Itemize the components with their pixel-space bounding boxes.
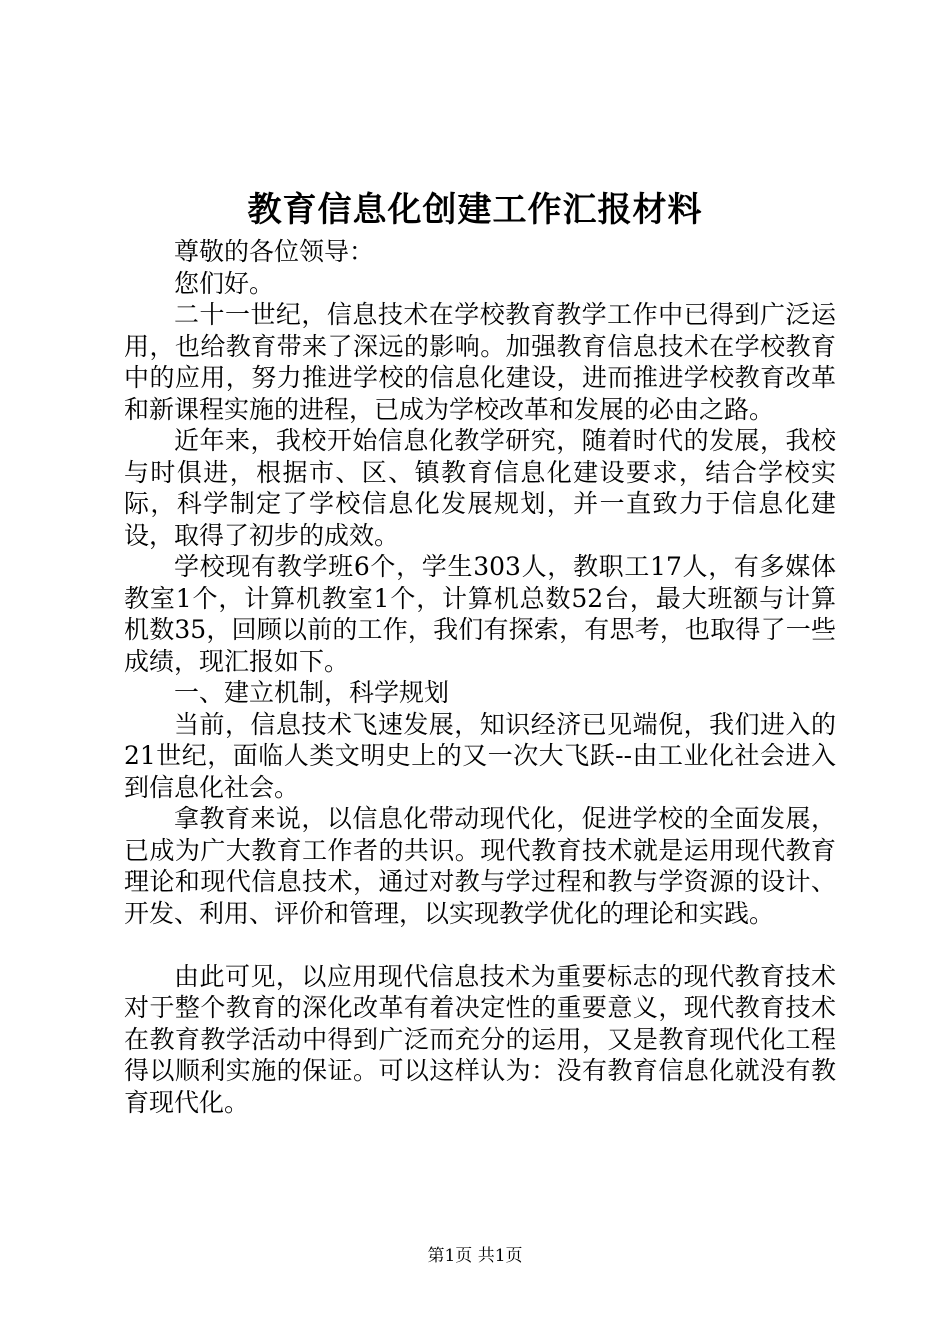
paragraph-conclusion: 由此可见，以应用现代信息技术为重要标志的现代教育技术对于整个教育的深化改革有着决定性的重要意义，现代教育技术在教育教学活动中得到广泛而充分的运用，又是教育现代化工程得以顺利实施的保证。可以这样认为：没有教育信息化就没有教育现代化。 <box>124 961 836 1117</box>
paragraph-current: 当前，信息技术飞速发展，知识经济已见端倪，我们进入的21世纪，面临人类文明史上的又一次大飞跃--由工业化社会进入到信息化社会。 <box>124 709 836 802</box>
document-body <box>124 236 836 1118</box>
document-title: 教育信息化创建工作汇报材料 <box>247 190 703 230</box>
section-heading: 一、建立机制，科学规划 <box>174 678 450 707</box>
paragraph-school-stats: 学校现有教学班6个，学生303人，教职工17人，有多媒体教室1个，计算机教室1个，计算机总数52台，最大班额与计算机数35，回顾以前的工作，我们有探索，有思考，也取得了一些成绩，现汇报如下。 <box>124 552 836 676</box>
greeting: 您们好。 <box>174 268 275 298</box>
paragraph-education: 拿教育来说，以信息化带动现代化，促进学校的全面发展，已成为广大教育工作者的共识。现代教育技术就是运用现代教育理论和现代信息技术，通过对教与学过程和教与学资源的设计、开发、利用、评价和管理，以实现教学优化的理论和实践。 <box>124 804 836 928</box>
paragraph-recent-years: 近年来，我校开始信息化教学研究，随着时代的发展，我校与时俱进，根据市、区、镇教育信息化建设要求，结合学校实际，科学制定了学校信息化发展规划，并一直致力于信息化建设，取得了初步的成效。 <box>124 426 836 550</box>
page-footer: 第1页 共1页 <box>427 1246 523 1266</box>
paragraph-intro: 二十一世纪，信息技术在学校教育教学工作中已得到广泛运用，也给教育带来了深远的影响。加强教育信息技术在学校教育中的应用，努力推进学校的信息化建设，进而推进学校教育改革和新课程实施的进程，已成为学校改革和发展的必由之路。 <box>124 300 836 424</box>
salutation: 尊敬的各位领导： <box>174 237 375 266</box>
